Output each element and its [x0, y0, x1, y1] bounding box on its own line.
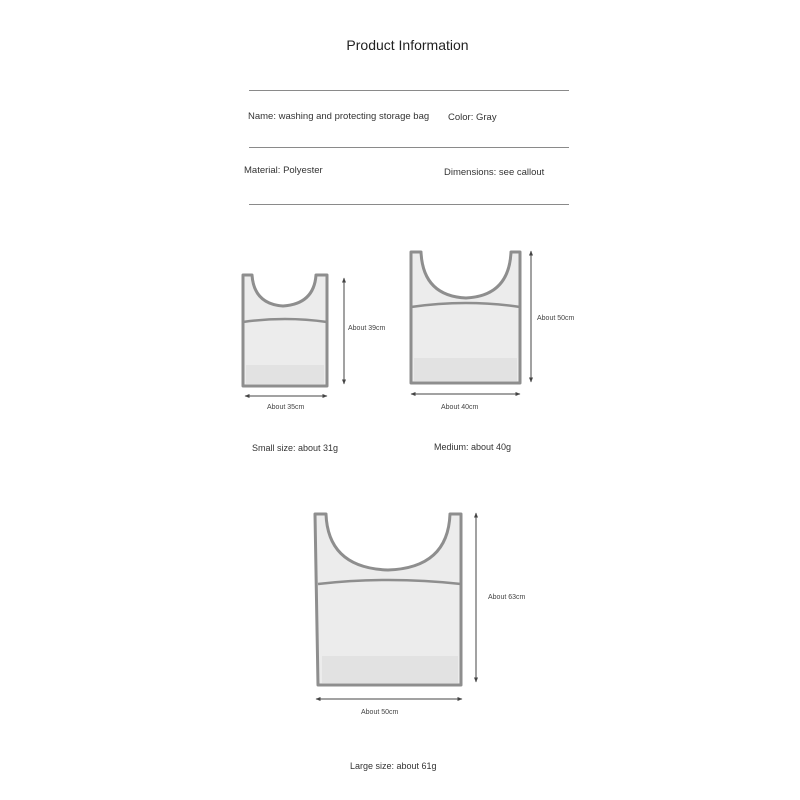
medium-width-label: About 40cm [441, 404, 479, 411]
medium-height-label: About 50cm [537, 315, 575, 322]
medium-bag-illustration [411, 251, 531, 394]
spec-material: Material: Polyester [244, 165, 323, 176]
spec-name: Name: washing and protecting storage bag [248, 111, 430, 122]
large-bag-illustration [315, 513, 476, 699]
large-caption: Large size: about 61g [350, 761, 437, 771]
medium-caption: Medium: about 40g [434, 442, 512, 452]
large-height-label: About 63cm [488, 594, 526, 601]
large-width-label: About 50cm [361, 709, 399, 716]
small-height-label: About 39cm [348, 325, 386, 332]
small-bag-illustration [243, 275, 344, 396]
spec-dimensions: Dimensions: see callout [444, 167, 545, 178]
spec-color: Color: Gray [448, 112, 497, 123]
small-caption: Small size: about 31g [252, 443, 339, 453]
page-title: Product Information [346, 37, 469, 53]
small-width-label: About 35cm [267, 404, 305, 411]
